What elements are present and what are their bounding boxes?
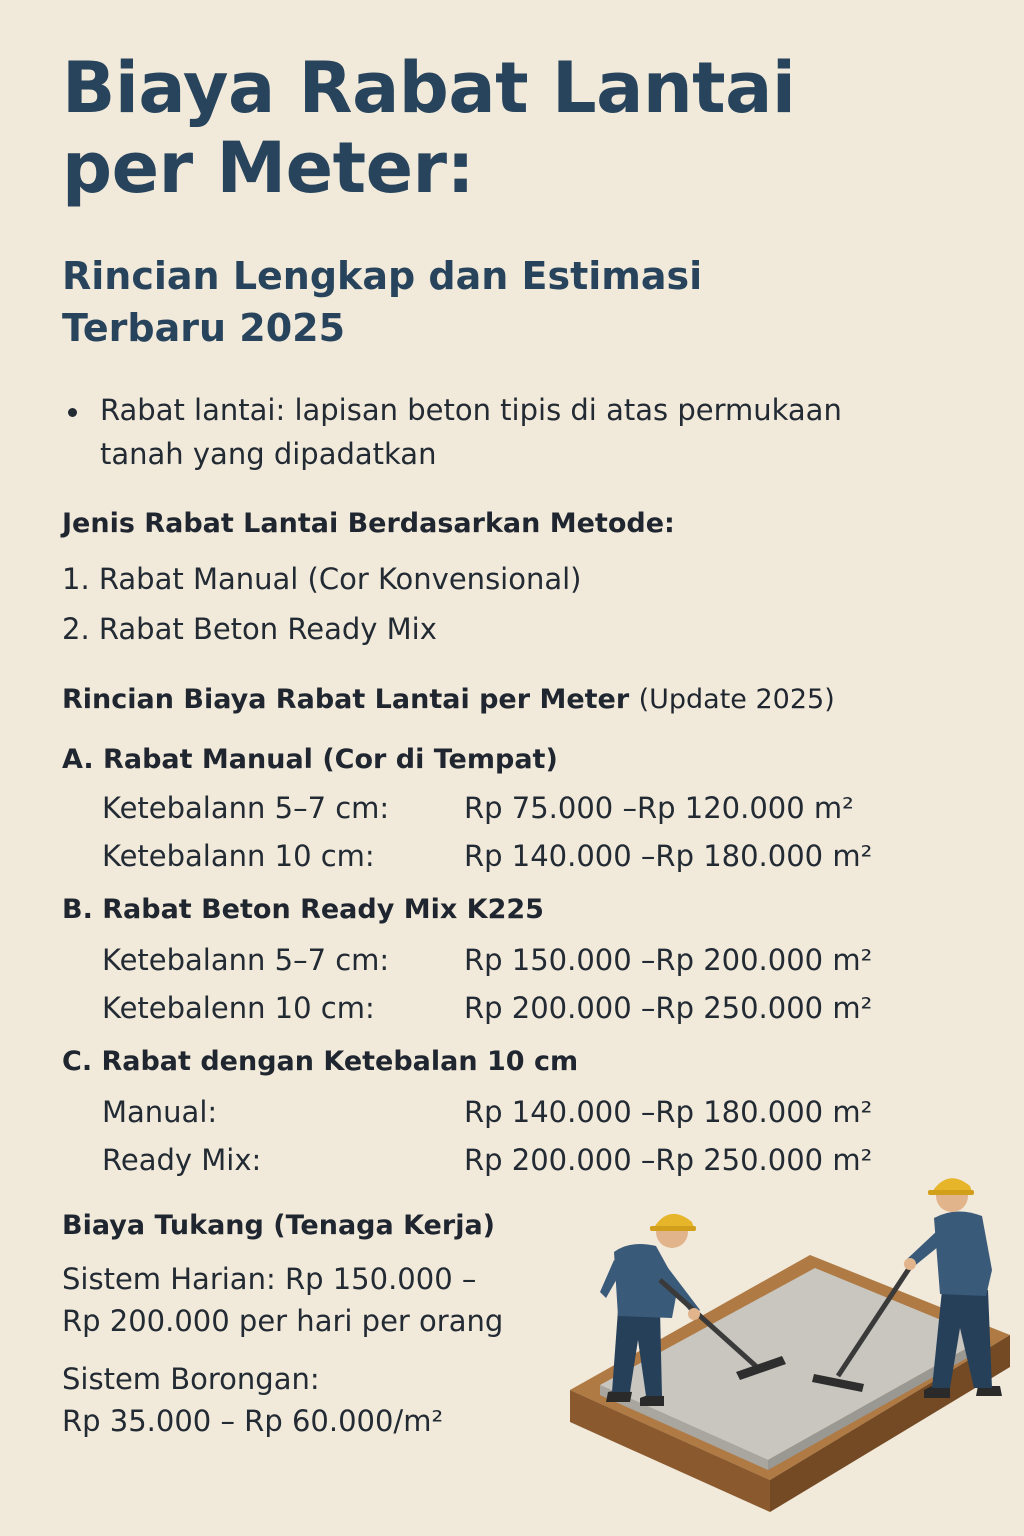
types-item: 2. Rabat Beton Ready Mix <box>62 612 437 646</box>
intro-line-1: Rabat lantai: lapisan beton tipis di atas permukaan <box>100 393 842 427</box>
row-value: Rp 75.000 –Rp 120.000 m² <box>464 791 854 825</box>
types-heading: Jenis Rabat Lantai Berdasarkan Metode: <box>62 508 675 539</box>
row-value: Rp 200.000 –Rp 250.000 m² <box>464 1143 873 1177</box>
cost-heading <box>62 680 835 720</box>
row-label: Ketebalenn 10 cm: <box>102 991 375 1025</box>
section-b-heading: B. Rabat Beton Ready Mix K225 <box>62 894 544 925</box>
row-label: Ketebalann 5–7 cm: <box>102 943 390 977</box>
row-label: Ketebalann 5–7 cm: <box>102 791 390 825</box>
cost-heading-note: (Update 2025) <box>638 684 835 715</box>
types-item: 1. Rabat Manual (Cor Konvensional) <box>62 562 582 596</box>
row-label: Ketebalann 10 cm: <box>102 839 375 873</box>
page-title <box>62 48 795 208</box>
title-line-2: per Meter: <box>62 127 475 209</box>
cost-heading-text: Rincian Biaya Rabat Lantai per Meter <box>62 684 630 715</box>
page-subtitle <box>62 250 702 354</box>
subtitle-line-2: Terbaru 2025 <box>62 306 346 350</box>
labor-daily-line-2: Rp 200.000 per hari per orang <box>62 1304 504 1338</box>
section-a-heading: A. Rabat Manual (Cor di Tempat) <box>62 744 558 775</box>
labor-daily <box>62 1258 503 1342</box>
workers-illustration <box>560 1160 1020 1530</box>
intro-bullet <box>62 388 962 476</box>
row-value: Rp 140.000 –Rp 180.000 m² <box>464 839 873 873</box>
row-value: Rp 150.000 –Rp 200.000 m² <box>464 943 873 977</box>
row-value: Rp 200.000 –Rp 250.000 m² <box>464 991 873 1025</box>
subtitle-line-1: Rincian Lengkap dan Estimasi <box>62 254 703 298</box>
labor-heading: Biaya Tukang (Tenaga Kerja) <box>62 1210 496 1241</box>
row-label: Manual: <box>102 1095 218 1129</box>
labor-daily-line-1: Sistem Harian: Rp 150.000 – <box>62 1262 477 1296</box>
intro-line-2: tanah yang dipadatkan <box>100 437 437 471</box>
row-value: Rp 140.000 –Rp 180.000 m² <box>464 1095 873 1129</box>
labor-contract-line-1: Sistem Borongan: <box>62 1362 320 1396</box>
types-list <box>62 554 582 654</box>
labor-contract <box>62 1358 443 1442</box>
row-label: Ready Mix: <box>102 1143 262 1177</box>
section-c-heading: C. Rabat dengan Ketebalan 10 cm <box>62 1046 579 1077</box>
labor-contract-line-2: Rp 35.000 – Rp 60.000/m² <box>62 1404 444 1438</box>
title-line-1: Biaya Rabat Lantai <box>62 47 796 129</box>
bullet-dot-icon <box>68 408 77 417</box>
